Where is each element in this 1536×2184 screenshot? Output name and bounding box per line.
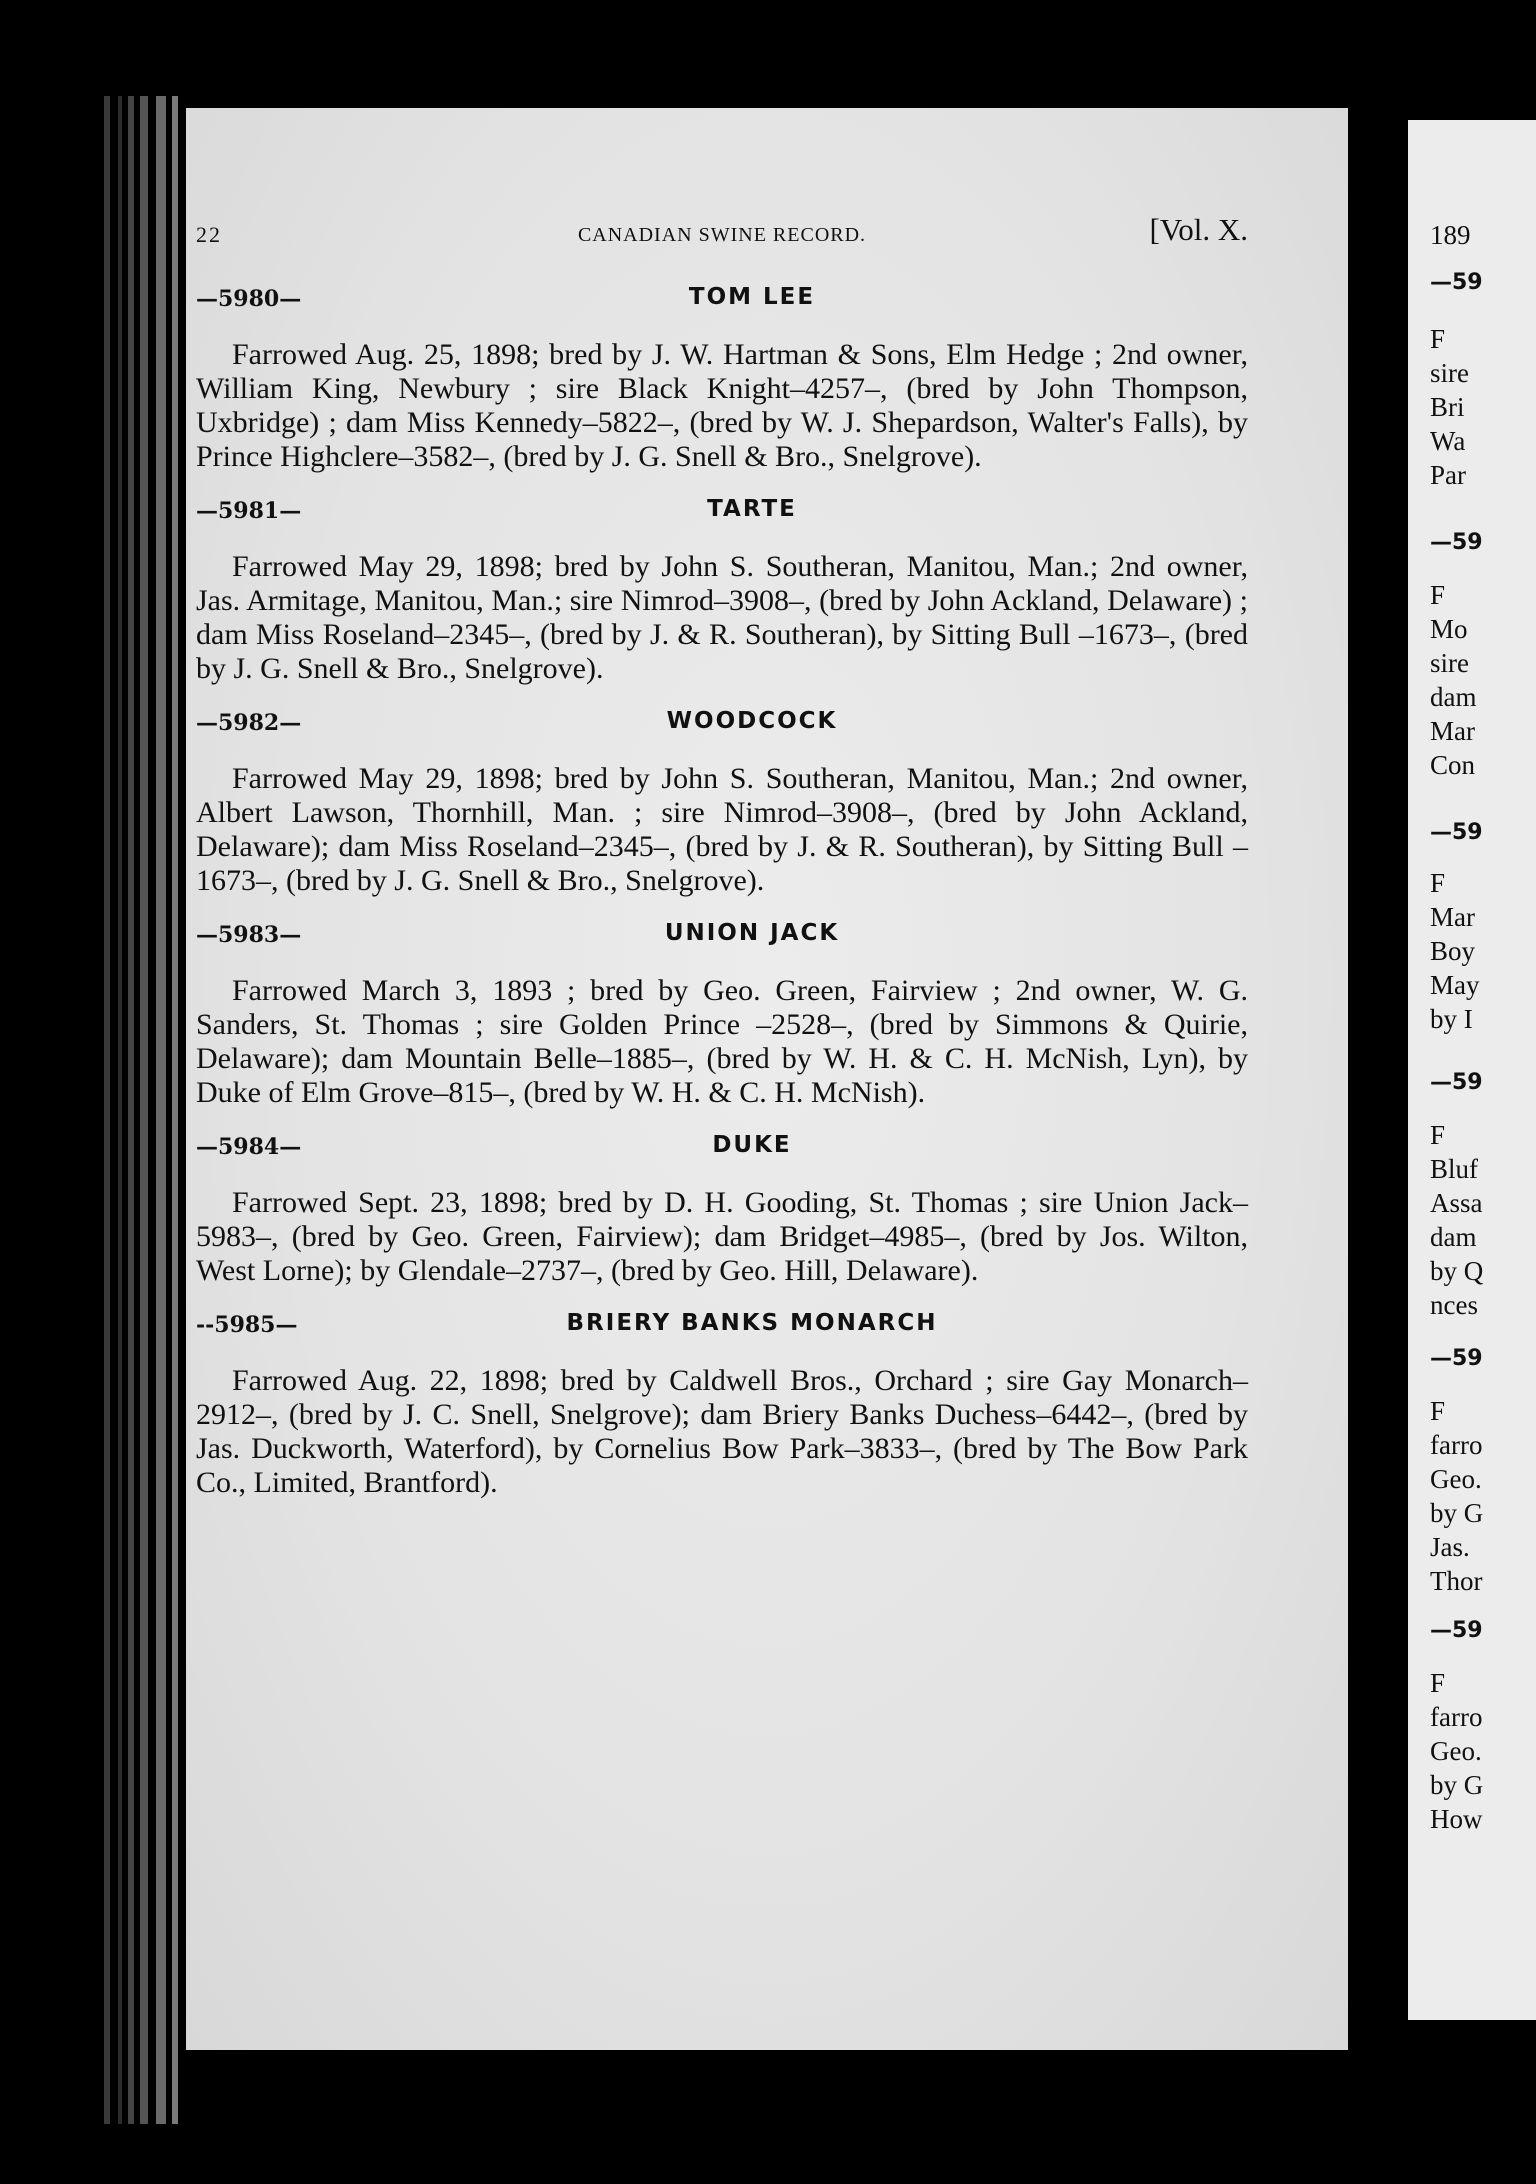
pedigree-entry bbox=[196, 916, 1248, 1110]
animal-name: DUKE bbox=[712, 1132, 792, 1158]
registration-number: —5980— bbox=[196, 286, 302, 312]
adjacent-page-text: F bbox=[1430, 580, 1446, 610]
animal-name: UNION JACK bbox=[664, 920, 840, 946]
entry-text: Farrowed May 29, 1898; bred by John S. Southeran, Manitou, Man.; 2nd owner, Albert Lawson, Thornhill, Man. ; sire Nimrod–3908–, (bred by John Ackland, Delaware); dam Miss Roseland–2345–, (bred by J. & R. Southeran), by Sitting Bull –1673–, (bred by J. G. Snell & Bro., Snelgrove). bbox=[196, 762, 1248, 897]
adjacent-page-text: Par bbox=[1430, 460, 1466, 490]
scan-edge bbox=[172, 96, 178, 2124]
entry-text: Farrowed Sept. 23, 1898; bred by D. H. Gooding, St. Thomas ; sire Union Jack–5983–, (bred by Geo. Green, Fairview); dam Bridget–4985–, (bred by Jos. Wilton, West Lorne); by Glendale–2737–, (bred by Geo. Hill, Delaware). bbox=[196, 1186, 1248, 1287]
adjacent-page-text: —59 bbox=[1430, 530, 1483, 555]
entry-text: Farrowed May 29, 1898; bred by John S. Southeran, Manitou, Man.; 2nd owner, Jas. Armitage, Manitou, Man.; sire Nimrod–3908–, (bred by John Ackland, Delaware) ; dam Miss Roseland–2345–, (bred by J. & R. Southeran), by Sitting Bull –1673–, (bred by J. G. Snell & Bro., Snelgrove). bbox=[196, 550, 1248, 685]
adjacent-page-text: May bbox=[1430, 970, 1480, 1000]
scan-edge bbox=[140, 96, 148, 2124]
page-content bbox=[196, 212, 1248, 1500]
volume-label: [Vol. X. bbox=[1149, 212, 1248, 247]
page-number: 22 bbox=[196, 222, 222, 247]
scan-edge bbox=[156, 96, 166, 2124]
adjacent-page-text: F bbox=[1430, 868, 1446, 898]
adjacent-page-text: Bluf bbox=[1430, 1154, 1479, 1184]
scan-edge bbox=[118, 96, 122, 2124]
adjacent-page-text: dam bbox=[1430, 1222, 1477, 1252]
pedigree-entry bbox=[196, 492, 1248, 686]
adjacent-page-text: Mo bbox=[1430, 614, 1468, 644]
adjacent-page-text: Bri bbox=[1430, 392, 1465, 422]
adjacent-page-text: by G bbox=[1430, 1770, 1484, 1800]
animal-name: BRIERY BANKS MONARCH bbox=[566, 1310, 938, 1336]
adjacent-page-text: Mar bbox=[1430, 716, 1475, 746]
pedigree-entry bbox=[196, 280, 1248, 474]
adjacent-page-text: Thor bbox=[1430, 1566, 1483, 1596]
registration-number: —5981— bbox=[196, 498, 302, 524]
adjacent-page-text: F bbox=[1430, 324, 1446, 354]
adjacent-page-text: F bbox=[1430, 1396, 1446, 1426]
adjacent-page-text: farro bbox=[1430, 1702, 1483, 1732]
pedigree-entry bbox=[196, 704, 1248, 898]
scan-edge bbox=[104, 96, 110, 2124]
adjacent-page-text: How bbox=[1430, 1804, 1483, 1834]
adjacent-page-text: —59 bbox=[1430, 1070, 1483, 1095]
adjacent-page-text: Boy bbox=[1430, 936, 1476, 966]
adjacent-page-text: Jas. bbox=[1430, 1532, 1470, 1562]
adjacent-page-text: —59 bbox=[1430, 1618, 1483, 1643]
running-title: CANADIAN SWINE RECORD. bbox=[577, 224, 867, 246]
adjacent-page-text: farro bbox=[1430, 1430, 1483, 1460]
animal-name: WOODCOCK bbox=[666, 708, 838, 734]
adjacent-page-text: —59 bbox=[1430, 820, 1483, 845]
adjacent-page-text: —59 bbox=[1430, 1346, 1483, 1371]
adjacent-page-fragment bbox=[1408, 120, 1536, 2020]
pedigree-entry bbox=[196, 1306, 1248, 1500]
animal-name: TOM LEE bbox=[688, 284, 816, 310]
adjacent-page-text: dam bbox=[1430, 682, 1477, 712]
adjacent-page-text: Assa bbox=[1430, 1188, 1483, 1218]
registration-number: --5985— bbox=[196, 1312, 298, 1338]
adjacent-page-text: by I bbox=[1430, 1004, 1473, 1034]
adjacent-page-text: Con bbox=[1430, 750, 1476, 780]
adjacent-page-text: —59 bbox=[1430, 270, 1483, 295]
adjacent-page-text: sire bbox=[1430, 358, 1469, 388]
adjacent-page-text: by G bbox=[1430, 1498, 1484, 1528]
registration-number: —5982— bbox=[196, 710, 302, 736]
entry-text: Farrowed March 3, 1893 ; bred by Geo. Green, Fairview ; 2nd owner, W. G. Sanders, St. Thomas ; sire Golden Prince –2528–, (bred by Simmons & Quirie, Delaware); dam Mountain Belle–1885–, (bred by W. H. & C. H. McNish, Lyn), by Duke of Elm Grove–815–, (bred by W. H. & C. H. McNish). bbox=[196, 974, 1248, 1109]
entry-text: Farrowed Aug. 22, 1898; bred by Caldwell Bros., Orchard ; sire Gay Monarch–2912–, (bred by J. C. Snell, Snelgrove); dam Briery Banks Duchess–6442–, (bred by Jas. Duckworth, Waterford), by Cornelius Bow Park–3833–, (bred by The Bow Park Co., Limited, Brantford). bbox=[196, 1364, 1248, 1499]
adjacent-page-text: F bbox=[1430, 1120, 1446, 1150]
adjacent-page-text: Wa bbox=[1430, 426, 1466, 456]
registration-number: —5984— bbox=[196, 1134, 302, 1160]
adjacent-page-text: Geo. bbox=[1430, 1464, 1482, 1494]
registration-number: —5983— bbox=[196, 922, 302, 948]
page-header bbox=[196, 212, 1248, 262]
adjacent-page-text: F bbox=[1430, 1668, 1446, 1698]
entry-text: Farrowed Aug. 25, 1898; bred by J. W. Hartman & Sons, Elm Hedge ; 2nd owner, William King, Newbury ; sire Black Knight–4257–, (bred by John Thompson, Uxbridge) ; dam Miss Kennedy–5822–, (bred by W. J. Shepardson, Walter's Falls), by Prince Highclere–3582–, (bred by J. G. Snell & Bro., Snelgrove). bbox=[196, 338, 1248, 473]
pedigree-entry bbox=[196, 1128, 1248, 1288]
scan-edge bbox=[128, 96, 134, 2124]
adjacent-page-text: nces bbox=[1430, 1290, 1478, 1320]
adjacent-page-text: sire bbox=[1430, 648, 1469, 678]
adjacent-page-text: by Q bbox=[1430, 1256, 1484, 1286]
adjacent-page-text: Geo. bbox=[1430, 1736, 1482, 1766]
adjacent-page-text: 189 bbox=[1430, 220, 1471, 250]
animal-name: TARTE bbox=[707, 496, 797, 522]
adjacent-page-text: Mar bbox=[1430, 902, 1475, 932]
